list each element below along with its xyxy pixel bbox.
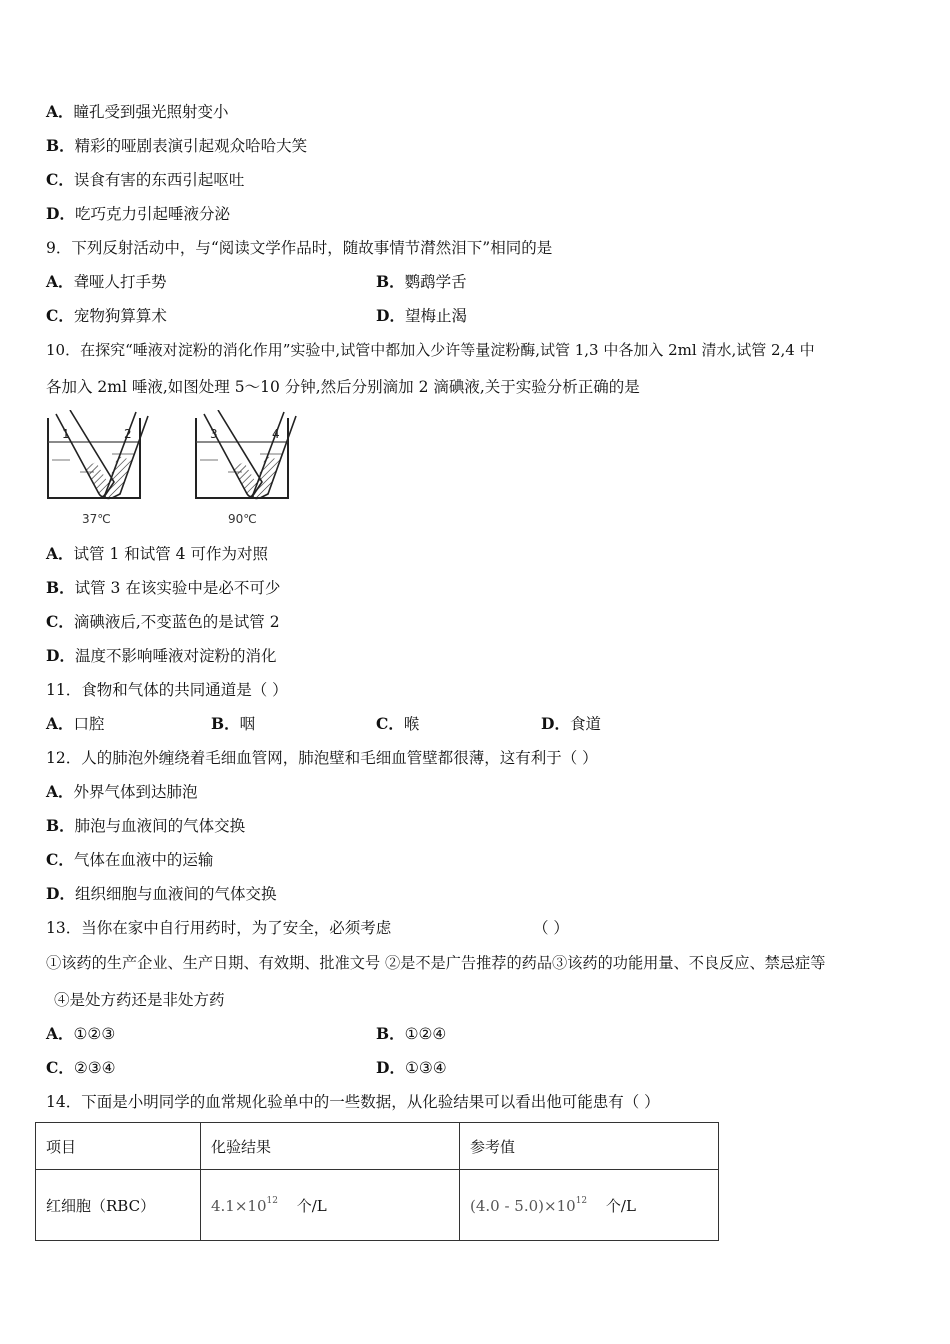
q10-option-b: B．试管 3 在该实验中是必不可少: [46, 578, 281, 597]
q11-option-b: B．咽: [211, 714, 256, 733]
tube-label-3: 3: [210, 427, 218, 441]
q10-option-c: C．滴碘液后,不变蓝色的是试管 2: [46, 612, 280, 631]
result-exponent: 12: [266, 1195, 278, 1206]
q14-stem: 14．下面是小明同学的血常规化验单中的一些数据，从化验结果可以看出他可能患有（ ）: [46, 1093, 660, 1111]
q10-stem-line1: 10．在探究“唾液对淀粉的消化作用”实验中,试管中都加入少许等量淀粉酶,试管 1,3 中各加入 2ml 清水,试管 2,4 中: [46, 341, 815, 359]
header-result: 化验结果: [201, 1123, 460, 1170]
tube-label-1: 1: [62, 427, 70, 441]
q13-items-line1: ①该药的生产企业、生产日期、有效期、批准文号 ②是不是广告推荐的药品③该药的功能用量、不良反应、禁忌症等: [46, 954, 826, 972]
q10-beaker-figure: [40, 410, 300, 530]
tube-label-2: 2: [124, 427, 132, 441]
q12-option-b: B．肺泡与血液间的气体交换: [46, 816, 246, 835]
q13-option-b: B．①②④: [376, 1024, 447, 1043]
blood-test-table: [35, 1122, 719, 1241]
q10-option-a: A．试管 1 和试管 4 可作为对照: [46, 544, 268, 563]
temp-label-90c: 90℃: [228, 512, 257, 526]
q8-option-a: A．瞳孔受到强光照射变小: [46, 102, 229, 121]
q11-option-c: C．喉: [376, 714, 420, 733]
tube-label-4: 4: [272, 427, 280, 441]
result-unit: 个/L: [296, 1196, 327, 1215]
q11-option-a: A．口腔: [46, 714, 105, 733]
q13-items-line2: ④是处方药还是非处方药: [54, 991, 225, 1009]
q12-option-d: D．组织细胞与血液间的气体交换: [46, 884, 277, 903]
table-row: [36, 1170, 719, 1241]
q8-option-d: D．吃巧克力引起唾液分泌: [46, 204, 230, 223]
q13-option-c: C．②③④: [46, 1058, 116, 1077]
cell-result: [201, 1170, 460, 1241]
reference-unit: 个/L: [605, 1196, 636, 1215]
table-header-row: [36, 1123, 719, 1170]
cell-item-rbc: 红细胞（RBC）: [36, 1170, 201, 1241]
header-reference: 参考值: [460, 1123, 719, 1170]
q9-stem: 9．下列反射活动中，与“阅读文学作品时，随故事情节潸然泪下”相同的是: [46, 239, 553, 257]
q9-option-a: A．聋哑人打手势: [46, 272, 167, 291]
cell-reference: [460, 1170, 719, 1241]
reference-value: (4.0 - 5.0)×10: [470, 1196, 576, 1215]
q13-option-a: A．①②③: [46, 1024, 116, 1043]
q12-stem: 12．人的肺泡外缠绕着毛细血管网，肺泡壁和毛细血管壁都很薄，这有利于（ ）: [46, 749, 598, 767]
q11-stem: 11．食物和气体的共同通道是（ ）: [46, 681, 288, 699]
q9-option-b: B．鹦鹉学舌: [376, 272, 467, 291]
q13-option-d: D．①③④: [376, 1058, 447, 1077]
q13-bracket: （ ）: [533, 919, 569, 937]
header-item: 项目: [36, 1123, 201, 1170]
q9-option-c: C．宠物狗算算术: [46, 306, 167, 325]
q10-option-d: D．温度不影响唾液对淀粉的消化: [46, 646, 277, 665]
q8-option-c: C．误食有害的东西引起呕吐: [46, 170, 245, 189]
q9-option-d: D．望梅止渴: [376, 306, 467, 325]
q11-option-d: D．食道: [541, 714, 601, 733]
q12-option-c: C．气体在血液中的运输: [46, 850, 214, 869]
q12-option-a: A．外界气体到达肺泡: [46, 782, 198, 801]
beaker-90c: [196, 410, 296, 526]
reference-exponent: 12: [575, 1195, 588, 1206]
q10-stem-line2: 各加入 2ml 唾液,如图处理 5～10 分钟,然后分别滴加 2 滴碘液,关于实验分析正确的是: [46, 378, 640, 396]
beaker-37c: [48, 410, 148, 526]
temp-label-37c: 37℃: [82, 512, 111, 526]
q8-option-b: B．精彩的哑剧表演引起观众哈哈大笑: [46, 136, 308, 155]
result-value: 4.1×10: [211, 1196, 267, 1215]
q13-stem: 13．当你在家中自行用药时，为了安全，必须考虑: [46, 919, 392, 937]
